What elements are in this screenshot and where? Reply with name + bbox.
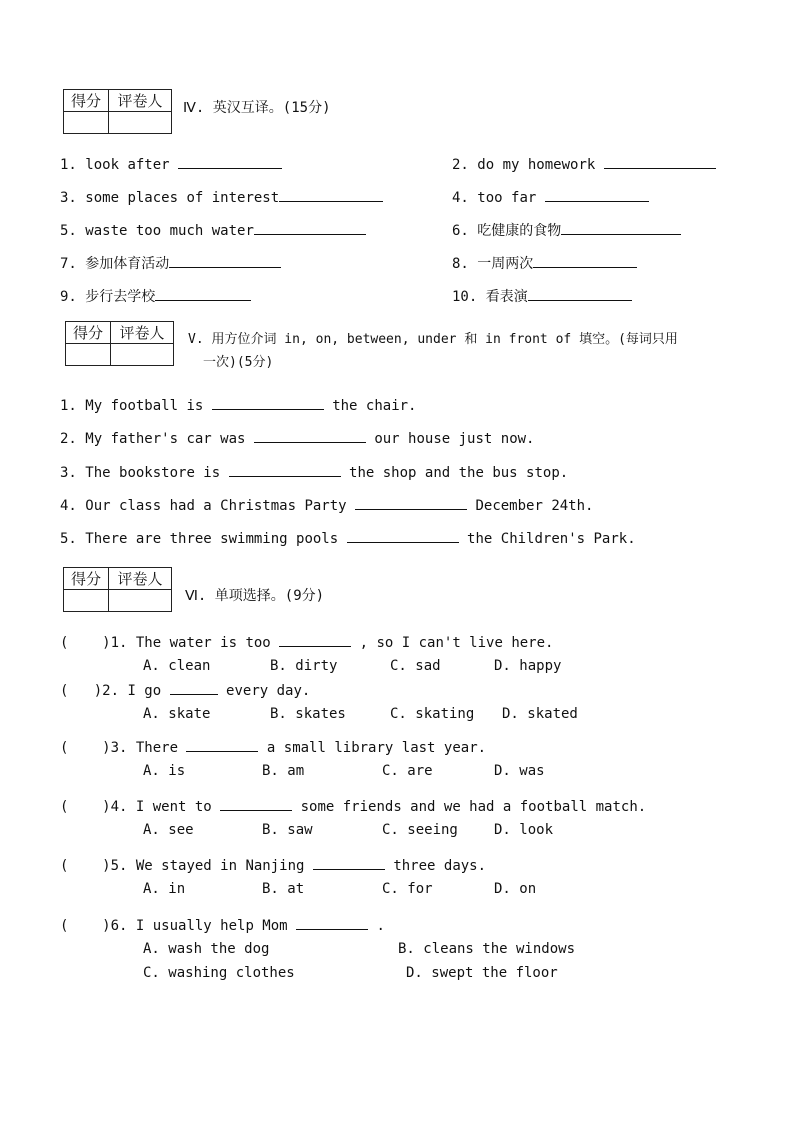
option-a[interactable]: A. is (143, 763, 186, 779)
choice-question: ( )1. The water is too , so I can't live here. (60, 635, 554, 651)
option-d[interactable]: D. was (494, 763, 545, 779)
option-b[interactable]: B. am (262, 763, 305, 779)
translate-item: 7. 参加体育活动 (60, 254, 281, 273)
score-label: 得分 (64, 568, 109, 590)
grader-label: 评卷人 (109, 568, 172, 590)
option-d[interactable]: D. look (494, 822, 554, 838)
answer-blank[interactable] (545, 188, 649, 202)
answer-blank[interactable] (347, 529, 459, 543)
grader-label: 评卷人 (111, 322, 174, 344)
option-b[interactable]: B. skates (270, 706, 346, 722)
answer-blank[interactable] (254, 221, 366, 235)
answer-blank[interactable] (254, 429, 366, 443)
answer-blank (313, 856, 385, 870)
score-cell[interactable] (66, 344, 111, 366)
choice-question: ( )2. I go every day. (60, 683, 311, 699)
score-cell[interactable] (64, 112, 109, 134)
fill-item: 4. Our class had a Christmas Party December 24th. (60, 498, 594, 514)
option-a[interactable]: A. skate (143, 706, 211, 722)
answer-blank[interactable] (229, 463, 341, 477)
option-c[interactable]: C. sad (390, 658, 441, 674)
fill-item: 2. My father's car was our house just now. (60, 431, 535, 447)
translate-item: 1. look after (60, 155, 282, 174)
answer-paren[interactable]: ( ) (60, 683, 103, 699)
translate-item: 8. 一周两次 (452, 254, 637, 273)
score-label: 得分 (66, 322, 111, 344)
option-d[interactable]: D. on (494, 881, 537, 897)
answer-paren[interactable]: ( ) (60, 918, 111, 934)
translate-item: 6. 吃健康的食物 (452, 221, 681, 240)
answer-blank[interactable] (155, 287, 251, 301)
option-c[interactable]: C. for (382, 881, 433, 897)
grader-cell[interactable] (109, 112, 172, 134)
score-cell[interactable] (64, 590, 109, 612)
answer-blank[interactable] (533, 254, 637, 268)
answer-paren[interactable]: ( ) (60, 635, 111, 651)
option-a[interactable]: A. in (143, 881, 186, 897)
choice-question: ( )3. There a small library last year. (60, 740, 487, 756)
choice-question: ( )6. I usually help Mom . (60, 918, 385, 934)
answer-blank[interactable] (178, 155, 282, 169)
fill-item: 1. My football is the chair. (60, 398, 417, 414)
answer-blank (296, 916, 368, 930)
section-4-title: Ⅳ. 英汉互译。(15分) (183, 100, 331, 116)
answer-paren[interactable]: ( ) (60, 799, 111, 815)
grader-cell[interactable] (111, 344, 174, 366)
answer-blank[interactable] (169, 254, 281, 268)
option-c[interactable]: C. are (382, 763, 433, 779)
option-c[interactable]: C. skating (390, 706, 475, 722)
score-box (65, 321, 174, 366)
translate-item: 4. too far (452, 188, 649, 207)
option-d[interactable]: D. happy (494, 658, 562, 674)
answer-blank (170, 681, 218, 695)
section-6-title: Ⅵ. 单项选择。(9分) (185, 588, 325, 604)
option-b[interactable]: B. cleans the windows (398, 941, 576, 957)
answer-blank[interactable] (528, 287, 632, 301)
answer-blank (186, 738, 258, 752)
answer-blank[interactable] (561, 221, 681, 235)
translate-item: 10. 看表演 (452, 287, 632, 306)
option-b[interactable]: B. dirty (270, 658, 338, 674)
choice-question: ( )5. We stayed in Nanjing three days. (60, 858, 487, 874)
answer-blank[interactable] (355, 496, 467, 510)
answer-blank[interactable] (604, 155, 716, 169)
option-d[interactable]: D. skated (502, 706, 578, 722)
answer-blank[interactable] (212, 396, 324, 410)
fill-item: 5. There are three swimming pools the Children's Park. (60, 531, 636, 547)
grader-label: 评卷人 (109, 90, 172, 112)
score-label: 得分 (64, 90, 109, 112)
option-a[interactable]: A. see (143, 822, 194, 838)
fill-item: 3. The bookstore is the shop and the bus stop. (60, 465, 569, 481)
answer-paren[interactable]: ( ) (60, 858, 111, 874)
choice-question: ( )4. I went to some friends and we had a football match. (60, 799, 647, 815)
option-a[interactable]: A. clean (143, 658, 211, 674)
answer-paren[interactable]: ( ) (60, 740, 111, 756)
score-box (63, 567, 172, 612)
answer-blank (279, 633, 351, 647)
score-box (63, 89, 172, 134)
option-c[interactable]: C. seeing (382, 822, 458, 838)
option-b[interactable]: B. saw (262, 822, 313, 838)
translate-item: 3. some places of interest (60, 188, 383, 207)
section-5-title: V. 用方位介词 in, on, between, under 和 in front of 填空。(每词只用 (188, 332, 678, 347)
translate-item: 5. waste too much water (60, 221, 366, 240)
option-a[interactable]: A. wash the dog (143, 941, 270, 957)
option-c[interactable]: C. washing clothes (143, 965, 295, 981)
section-5-title-cont: 一次)(5分) (203, 355, 274, 370)
grader-cell[interactable] (109, 590, 172, 612)
translate-item: 2. do my homework (452, 155, 716, 174)
translate-item: 9. 步行去学校 (60, 287, 251, 306)
option-b[interactable]: B. at (262, 881, 305, 897)
answer-blank[interactable] (279, 188, 383, 202)
answer-blank (220, 797, 292, 811)
option-d[interactable]: D. swept the floor (406, 965, 558, 981)
